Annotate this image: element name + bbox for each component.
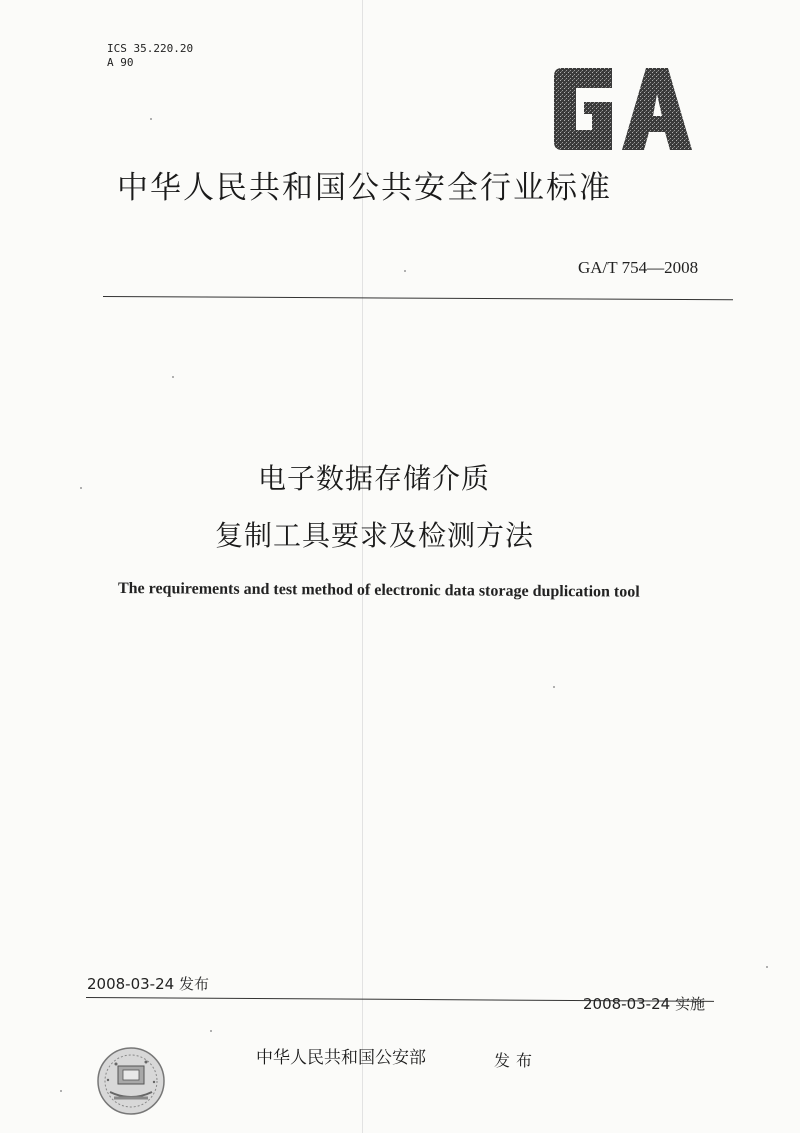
ga-logo [546,66,696,152]
scan-speck [80,487,82,489]
standard-code: GA/T 754—2008 [578,258,699,277]
logo-letter-a [622,68,692,150]
category-code: A 90 [107,56,134,69]
publisher-seal-icon [96,1046,166,1116]
classification-codes [107,42,193,70]
document-title-zh-line2: 复制工具要求及检测方法 [215,519,535,552]
standard-type-title: 中华人民共和国公共安全行业标准 [117,170,612,206]
logo-letter-g [554,68,612,150]
header-divider [103,296,733,300]
scan-speck [404,270,406,272]
scan-speck [150,118,152,120]
ics-code: ICS 35.220.20 [107,42,194,55]
document-title-zh-line1: 电子数据存储介质 [258,462,491,495]
scan-speck [172,376,174,378]
document-title-en: The requirements and test method of electronic data storage duplication tool [117,580,640,601]
publisher-name: 中华人民共和国公安部 [256,1048,426,1068]
issue-date: 2008-03-24 发布 [87,975,209,993]
scan-speck [210,1030,212,1032]
scan-speck [60,1090,62,1092]
publish-label: 发布 [494,1051,539,1070]
scan-speck [766,966,768,968]
scan-speck [553,686,555,688]
implementation-date: 2008-03-24 实施 [583,995,705,1013]
